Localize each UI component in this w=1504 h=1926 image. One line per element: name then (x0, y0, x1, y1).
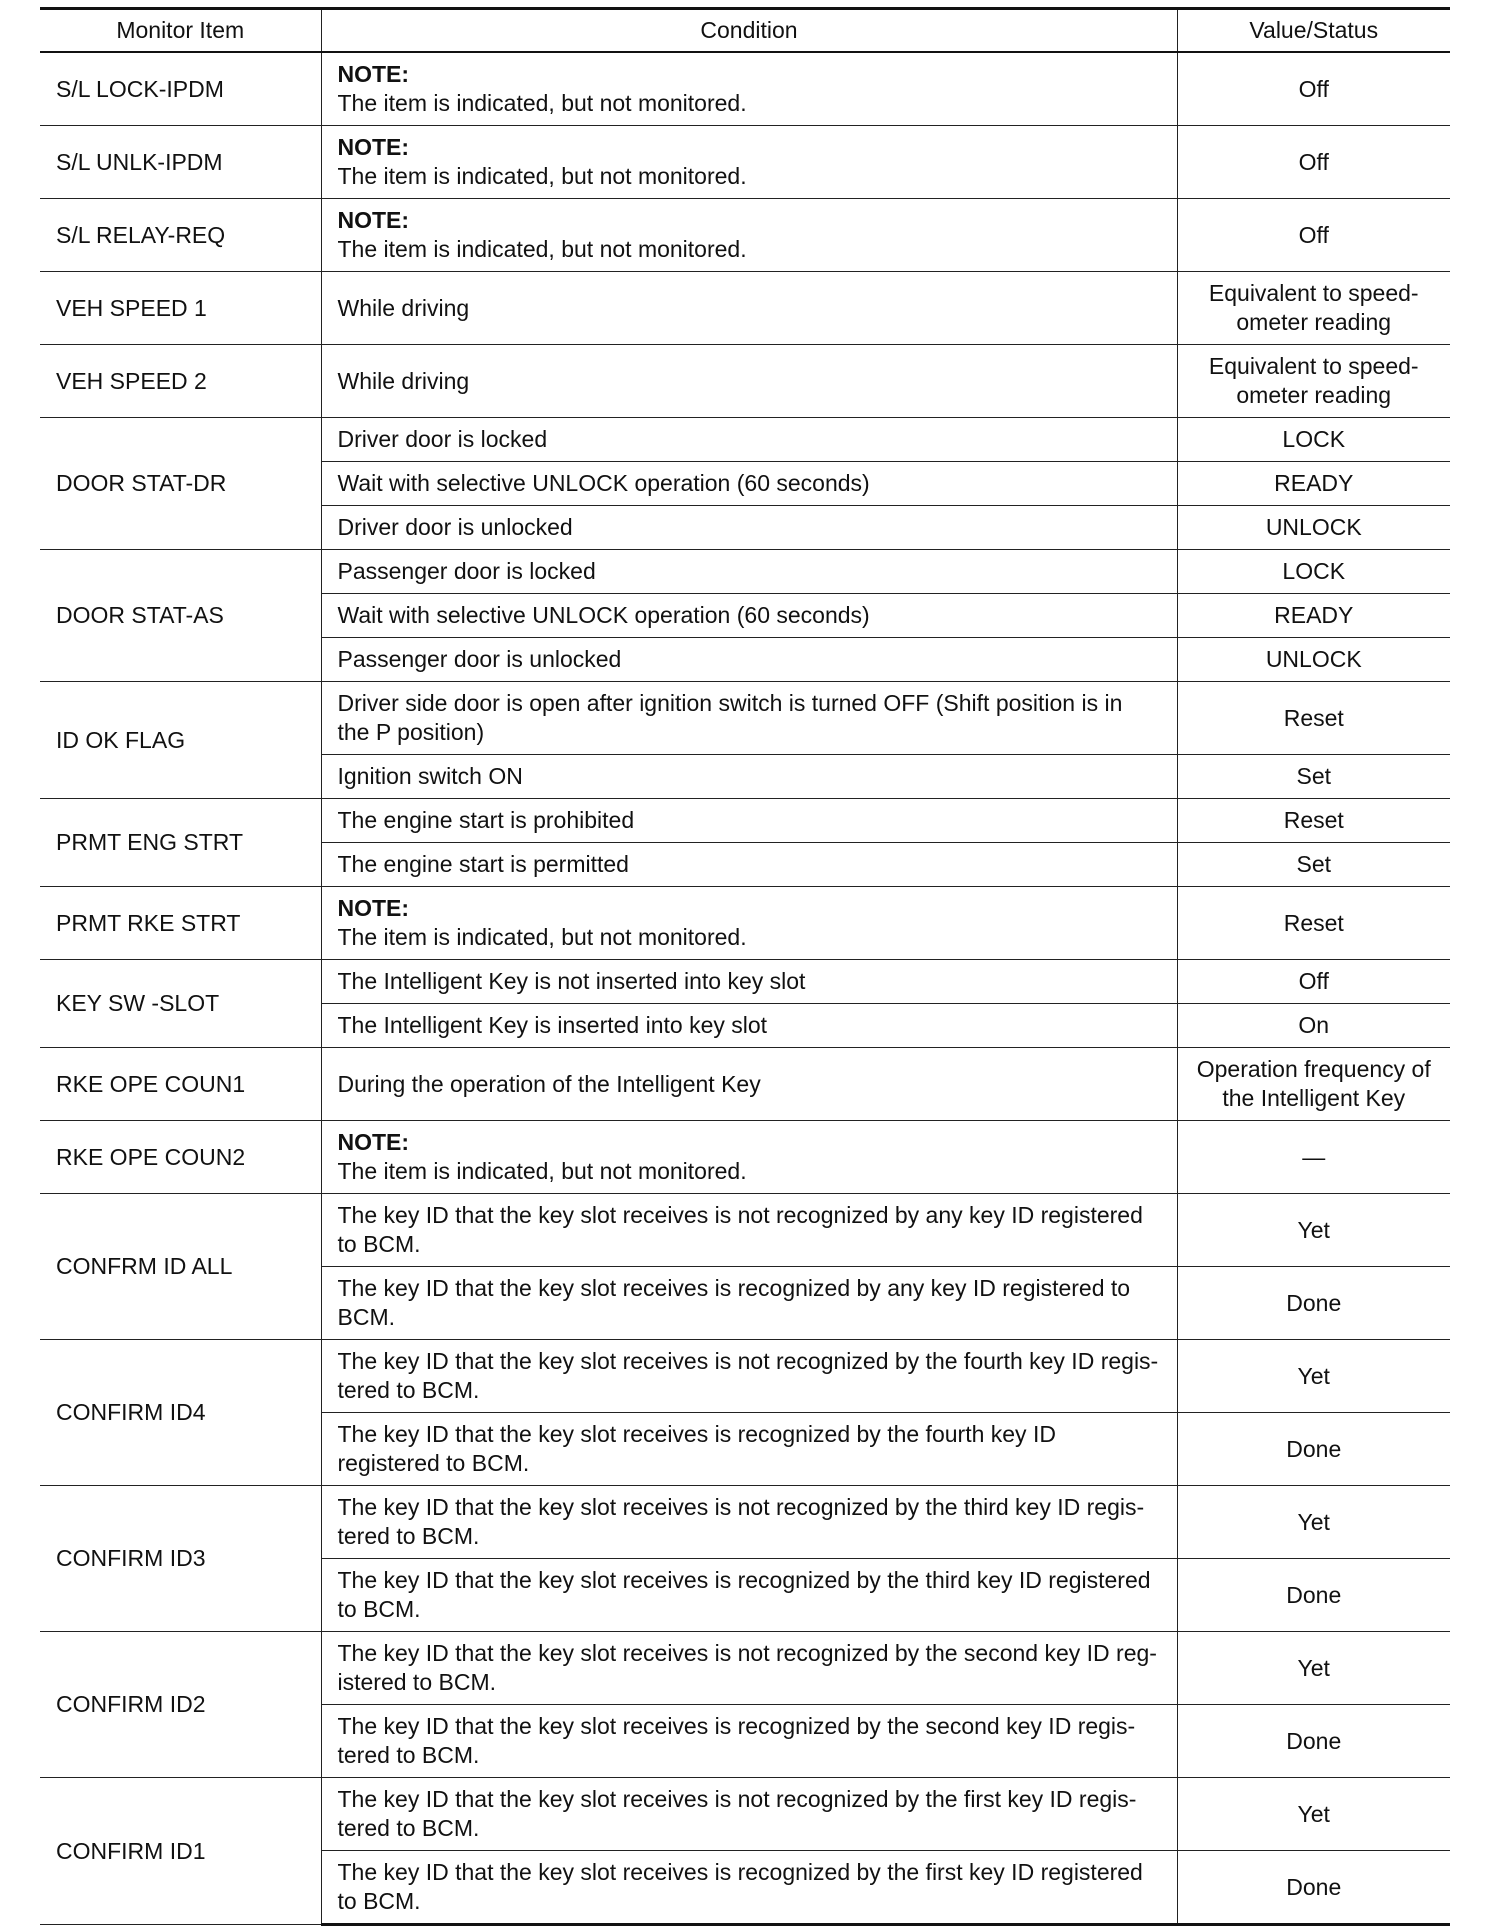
value-status: Set (1177, 755, 1450, 799)
value-status: LOCK (1177, 550, 1450, 594)
table-row (40, 682, 1450, 755)
monitor-item-name: CONFIRM ID4 (40, 1340, 321, 1486)
condition-text: The key ID that the key slot receives is not recognized by the second key ID reg-istered to BCM. (321, 1632, 1177, 1705)
value-status: Done (1177, 1413, 1450, 1486)
value-status: Off (1177, 199, 1450, 272)
condition-text: The engine start is permitted (321, 843, 1177, 887)
condition-text: The engine start is prohibited (321, 799, 1177, 843)
table-row (40, 550, 1450, 594)
value-status: Yet (1177, 1194, 1450, 1267)
monitor-item-name: CONFRM ID ALL (40, 1194, 321, 1340)
value-status: Equivalent to speed-ometer reading (1177, 345, 1450, 418)
value-status: Yet (1177, 1486, 1450, 1559)
note-label: NOTE: (337, 895, 410, 921)
monitor-item-name: PRMT ENG STRT (40, 799, 321, 887)
header-monitor-item: Monitor Item (40, 9, 321, 53)
value-status: Yet (1177, 1632, 1450, 1705)
monitor-item-name: RKE OPE COUN2 (40, 1121, 321, 1194)
condition-text: The key ID that the key slot receives is recognized by the second key ID regis-tered to BCM. (321, 1705, 1177, 1778)
monitor-item-name: S/L LOCK-IPDM (40, 52, 321, 126)
monitor-item-name: CONFIRM ID3 (40, 1486, 321, 1632)
value-status: Yet (1177, 1340, 1450, 1413)
value-status: Set (1177, 843, 1450, 887)
condition-text: During the operation of the Intelligent Key (321, 1048, 1177, 1121)
condition-text: Passenger door is locked (321, 550, 1177, 594)
value-status: Operation frequency of the Intelligent Key (1177, 1048, 1450, 1121)
condition-text: The Intelligent Key is inserted into key slot (321, 1004, 1177, 1048)
value-status: Yet (1177, 1778, 1450, 1851)
monitor-item-name: ID OK FLAG (40, 682, 321, 799)
value-status: Done (1177, 1851, 1450, 1925)
condition-note (321, 1121, 1177, 1194)
value-status: Off (1177, 126, 1450, 199)
table-row (40, 345, 1450, 418)
condition-text: Passenger door is unlocked (321, 638, 1177, 682)
note-label: NOTE: (337, 61, 410, 87)
value-status: READY (1177, 462, 1450, 506)
table-row (40, 960, 1450, 1004)
condition-text: The Intelligent Key is not inserted into key slot (321, 960, 1177, 1004)
header-value-status: Value/Status (1177, 9, 1450, 53)
value-status: UNLOCK (1177, 506, 1450, 550)
note-text: The item is indicated, but not monitored. (337, 1158, 747, 1184)
monitor-item-table (40, 7, 1450, 1926)
monitor-item-name: DOOR STAT-AS (40, 550, 321, 682)
value-status: Reset (1177, 682, 1450, 755)
condition-text: Ignition switch ON (321, 755, 1177, 799)
note-text: The item is indicated, but not monitored. (337, 90, 747, 116)
value-status: LOCK (1177, 418, 1450, 462)
header-condition: Condition (321, 9, 1177, 53)
table-row (40, 1778, 1450, 1851)
condition-text: Driver side door is open after ignition switch is turned OFF (Shift position is in the P position) (321, 682, 1177, 755)
condition-note (321, 887, 1177, 960)
note-label: NOTE: (337, 1129, 410, 1155)
monitor-item-name: PRMT RKE STRT (40, 887, 321, 960)
condition-text: The key ID that the key slot receives is recognized by any key ID registered to BCM. (321, 1267, 1177, 1340)
note-text: The item is indicated, but not monitored. (337, 924, 747, 950)
monitor-item-name: CONFIRM ID1 (40, 1778, 321, 1925)
note-label: NOTE: (337, 134, 410, 160)
monitor-item-name: S/L UNLK-IPDM (40, 126, 321, 199)
condition-text: Wait with selective UNLOCK operation (60 seconds) (321, 594, 1177, 638)
note-text: The item is indicated, but not monitored. (337, 163, 747, 189)
monitor-item-name: VEH SPEED 1 (40, 272, 321, 345)
value-status: READY (1177, 594, 1450, 638)
condition-note (321, 199, 1177, 272)
table-row (40, 1632, 1450, 1705)
condition-text: The key ID that the key slot receives is not recognized by the third key ID regis-tered to BCM. (321, 1486, 1177, 1559)
condition-text: The key ID that the key slot receives is recognized by the third key ID registered to BCM. (321, 1559, 1177, 1632)
monitor-item-name: CONFIRM ID2 (40, 1632, 321, 1778)
condition-text: Driver door is locked (321, 418, 1177, 462)
condition-text: The key ID that the key slot receives is not recognized by the first key ID regis-tered to BCM. (321, 1778, 1177, 1851)
table-row (40, 1194, 1450, 1267)
monitor-item-name: VEH SPEED 2 (40, 345, 321, 418)
condition-text: The key ID that the key slot receives is recognized by the first key ID registered to BCM. (321, 1851, 1177, 1925)
value-status: Equivalent to speed-ometer reading (1177, 272, 1450, 345)
table-header-row (40, 9, 1450, 53)
condition-note (321, 52, 1177, 126)
value-status: Off (1177, 52, 1450, 126)
condition-text: While driving (321, 272, 1177, 345)
table-row (40, 52, 1450, 126)
condition-text: Driver door is unlocked (321, 506, 1177, 550)
condition-text: The key ID that the key slot receives is not recognized by the fourth key ID regis-tered to BCM. (321, 1340, 1177, 1413)
table-row (40, 1340, 1450, 1413)
table-row (40, 199, 1450, 272)
monitor-item-name: S/L RELAY-REQ (40, 199, 321, 272)
table-row (40, 126, 1450, 199)
condition-note (321, 126, 1177, 199)
condition-text: The key ID that the key slot receives is recognized by the fourth key ID registered to BCM. (321, 1413, 1177, 1486)
table-row (40, 1121, 1450, 1194)
value-status: Off (1177, 960, 1450, 1004)
monitor-item-name: RKE OPE COUN1 (40, 1048, 321, 1121)
value-status: — (1177, 1121, 1450, 1194)
condition-text: While driving (321, 345, 1177, 418)
note-label: NOTE: (337, 207, 410, 233)
table-row (40, 799, 1450, 843)
value-status: On (1177, 1004, 1450, 1048)
table-row (40, 1486, 1450, 1559)
value-status: Reset (1177, 887, 1450, 960)
value-status: Done (1177, 1267, 1450, 1340)
note-text: The item is indicated, but not monitored. (337, 236, 747, 262)
monitor-item-name: DOOR STAT-DR (40, 418, 321, 550)
table-row (40, 418, 1450, 462)
condition-text: Wait with selective UNLOCK operation (60 seconds) (321, 462, 1177, 506)
value-status: Reset (1177, 799, 1450, 843)
table-row (40, 1048, 1450, 1121)
value-status: UNLOCK (1177, 638, 1450, 682)
value-status: Done (1177, 1559, 1450, 1632)
table-row (40, 272, 1450, 345)
condition-text: The key ID that the key slot receives is not recognized by any key ID registered to BCM. (321, 1194, 1177, 1267)
table-row (40, 887, 1450, 960)
value-status: Done (1177, 1705, 1450, 1778)
monitor-item-name: KEY SW -SLOT (40, 960, 321, 1048)
